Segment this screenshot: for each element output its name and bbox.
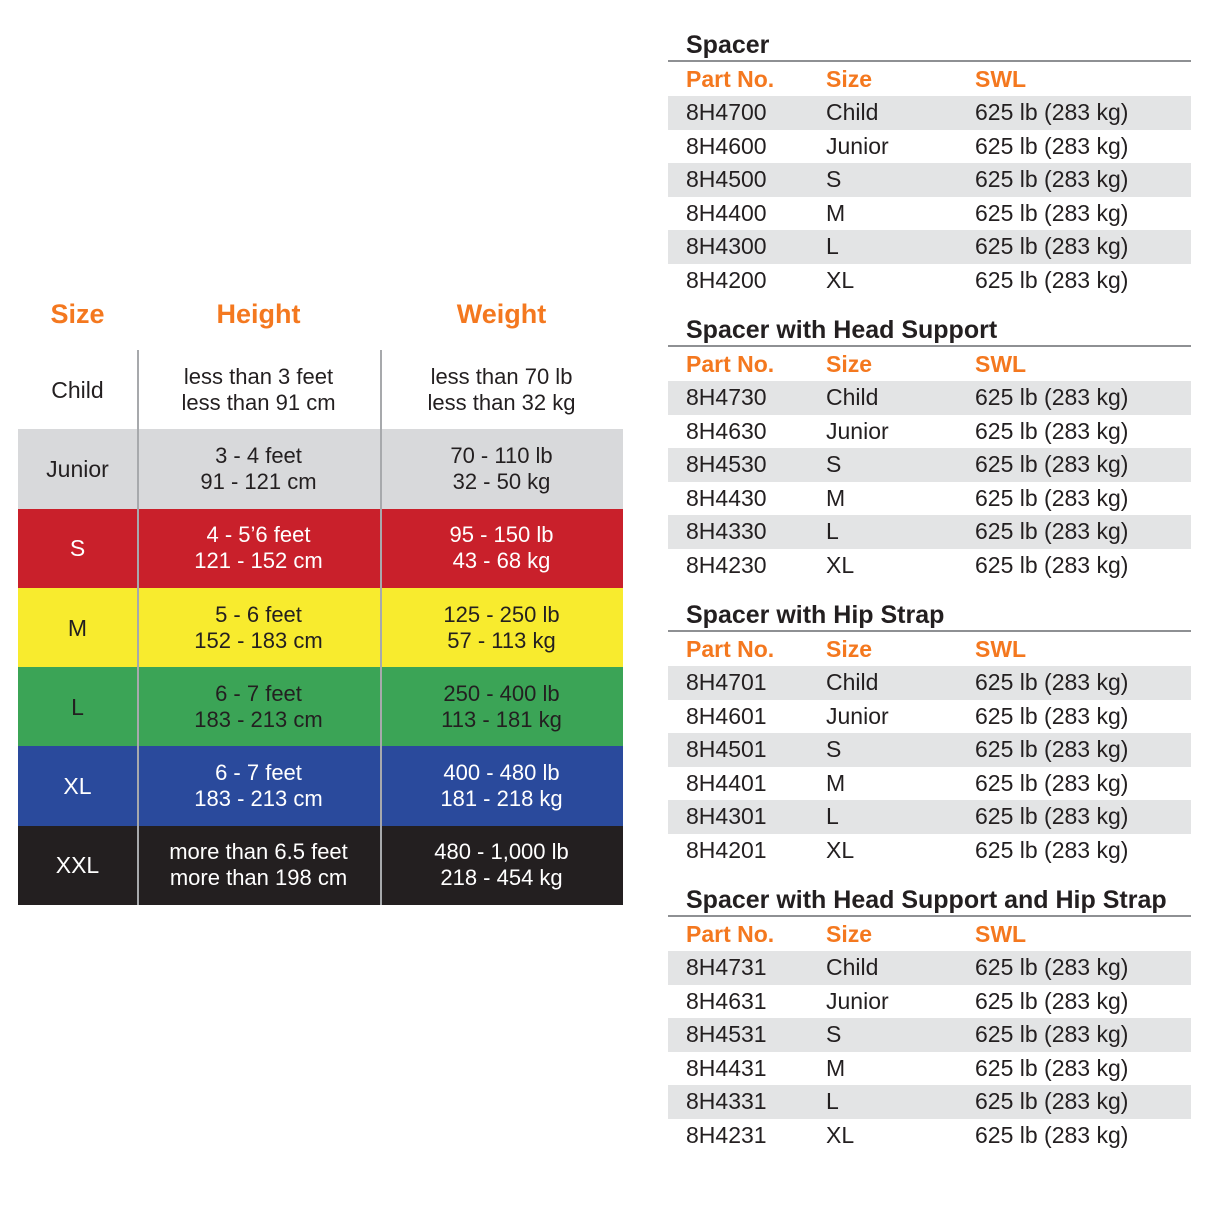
swl-cell: 625 lb (283 kg) [975,769,1129,796]
part-no-cell: 8H4300 [686,233,767,260]
part-table-row [668,666,1191,700]
swl-cell: 625 lb (283 kg) [975,1121,1129,1148]
part-no-cell: 8H4701 [686,669,767,696]
weight-line: 70 - 110 lb [450,442,553,468]
size-label: L [71,693,84,720]
weight-line: 113 - 181 kg [441,706,562,732]
weight-line: 32 - 50 kg [452,468,551,494]
weight-line: 218 - 454 kg [440,865,563,891]
height-line: 152 - 183 cm [194,627,323,653]
size-cell: S [826,1021,842,1048]
size-label: M [67,614,88,641]
swl-cell: 625 lb (283 kg) [975,1088,1129,1115]
height-line: 91 - 121 cm [200,468,317,494]
part-table-row [668,96,1191,130]
size-chart-row-l [18,667,623,746]
height-line: more than 6.5 feet [169,839,348,865]
swl-cell: 625 lb (283 kg) [975,384,1129,411]
size-label: S [69,535,86,562]
part-table-row [668,834,1191,868]
part-no-cell: 8H4630 [686,417,767,444]
size-label: Child [51,376,104,403]
part-table-title: Spacer [668,30,1191,62]
part-no-cell: 8H4200 [686,266,767,293]
size-cell: L [826,518,839,545]
height-line: less than 91 cm [181,389,336,415]
weight-line: 43 - 68 kg [452,548,551,574]
swl-cell: 625 lb (283 kg) [975,266,1129,293]
size-cell: M [826,484,846,511]
part-table-title: Spacer with Hip Strap [668,600,1191,632]
part-no-cell: 8H4400 [686,199,767,226]
swl-cell: 625 lb (283 kg) [975,702,1129,729]
weight-cell [380,839,623,891]
size-label: Junior [46,455,109,482]
size-chart-header-weight: Weight [456,299,547,329]
swl-cell: 625 lb (283 kg) [975,99,1129,126]
size-label: XXL [55,852,100,879]
weight-line: less than 32 kg [427,389,576,415]
part-no-cell: 8H4730 [686,384,767,411]
part-no-cell: 8H4430 [686,484,767,511]
part-table-row [668,1085,1191,1119]
height-line: less than 3 feet [183,363,334,389]
part-table-row [668,130,1191,164]
part-table-row [668,1052,1191,1086]
part-table-row [668,800,1191,834]
part-table-row [668,733,1191,767]
part-table-row [668,1119,1191,1153]
size-cell: S [826,736,842,763]
size-chart-header-height: Height [216,299,301,329]
part-table-row [668,197,1191,231]
part-table-header-size: Size [826,920,873,947]
size-cell: Junior [826,417,889,444]
height-cell [137,602,380,654]
size-chart-row-child [18,350,623,429]
swl-cell: 625 lb (283 kg) [975,836,1129,863]
part-no-cell: 8H4331 [686,1088,767,1115]
swl-cell: 625 lb (283 kg) [975,199,1129,226]
part-table-row [668,381,1191,415]
height-cell [137,760,380,812]
part-no-cell: 8H4330 [686,518,767,545]
part-no-cell: 8H4631 [686,987,767,1014]
weight-line: 250 - 400 lb [443,680,560,706]
swl-cell: 625 lb (283 kg) [975,803,1129,830]
height-line: 3 - 4 feet [215,442,302,468]
column-divider [137,350,139,905]
height-cell [137,839,380,891]
part-table-header [668,917,1191,951]
size-cell: XL [826,266,855,293]
height-line: more than 198 cm [169,865,348,891]
swl-cell: 625 lb (283 kg) [975,233,1129,260]
part-table-header [668,347,1191,381]
part-table-row [668,482,1191,516]
size-cell: M [826,1054,846,1081]
part-table-row [668,448,1191,482]
weight-line: 57 - 113 kg [447,627,556,653]
part-no-cell: 8H4731 [686,954,767,981]
swl-cell: 625 lb (283 kg) [975,551,1129,578]
size-chart-row-junior [18,429,623,508]
weight-line: 125 - 250 lb [443,601,560,627]
swl-cell: 625 lb (283 kg) [975,1054,1129,1081]
size-chart-row-s [18,509,623,588]
part-table-2 [668,315,1191,582]
part-table-header [668,62,1191,96]
size-cell: XL [826,836,855,863]
part-table-row [668,163,1191,197]
weight-line: 181 - 218 kg [440,786,563,812]
part-table-row [668,767,1191,801]
size-cell: Child [826,384,879,411]
size-chart-row-m [18,588,623,667]
part-table-header-part-no: Part No. [686,635,775,662]
size-chart-rows [18,350,623,905]
part-table-header-part-no: Part No. [686,920,775,947]
part-table-3 [668,600,1191,867]
part-table-header-size: Size [826,65,873,92]
height-line: 5 - 6 feet [215,601,302,627]
swl-cell: 625 lb (283 kg) [975,451,1129,478]
part-table-header-part-no: Part No. [686,350,775,377]
weight-line: 480 - 1,000 lb [434,839,569,865]
size-cell: Junior [826,987,889,1014]
swl-cell: 625 lb (283 kg) [975,417,1129,444]
part-table-row [668,1018,1191,1052]
size-cell: L [826,1088,839,1115]
swl-cell: 625 lb (283 kg) [975,1021,1129,1048]
part-no-cell: 8H4531 [686,1021,767,1048]
part-table-header [668,632,1191,666]
part-table-4 [668,885,1191,1152]
height-line: 6 - 7 feet [215,760,302,786]
part-table-row [668,549,1191,583]
swl-cell: 625 lb (283 kg) [975,736,1129,763]
height-line: 121 - 152 cm [194,548,323,574]
weight-line: 400 - 480 lb [443,760,560,786]
size-cell: Child [826,669,879,696]
part-no-cell: 8H4201 [686,836,767,863]
height-line: 6 - 7 feet [215,680,302,706]
swl-cell: 625 lb (283 kg) [975,132,1129,159]
size-cell: XL [826,1121,855,1148]
part-table-title: Spacer with Head Support and Hip Strap [668,885,1191,917]
height-cell [137,681,380,733]
part-table-row [668,985,1191,1019]
part-table-header-size: Size [826,635,873,662]
part-table-row [668,700,1191,734]
height-line: 183 - 213 cm [194,706,323,732]
part-table-header-swl: SWL [975,920,1027,947]
size-chart-row-xl [18,746,623,825]
swl-cell: 625 lb (283 kg) [975,669,1129,696]
swl-cell: 625 lb (283 kg) [975,484,1129,511]
size-cell: S [826,166,842,193]
part-no-cell: 8H4500 [686,166,767,193]
size-cell: M [826,199,846,226]
part-no-cell: 8H4501 [686,736,767,763]
size-cell: L [826,233,839,260]
weight-cell [380,681,623,733]
swl-cell: 625 lb (283 kg) [975,954,1129,981]
part-table-1 [668,30,1191,297]
height-cell [137,522,380,574]
size-cell: L [826,803,839,830]
part-table-header-swl: SWL [975,350,1027,377]
swl-cell: 625 lb (283 kg) [975,518,1129,545]
part-table-row [668,951,1191,985]
part-no-cell: 8H4431 [686,1054,767,1081]
size-cell: Child [826,99,879,126]
weight-line: 95 - 150 lb [449,522,554,548]
part-no-cell: 8H4301 [686,803,767,830]
size-label: XL [63,773,92,800]
part-table-title: Spacer with Head Support [668,315,1191,347]
size-chart [18,298,623,905]
column-divider [380,350,382,905]
size-cell: XL [826,551,855,578]
swl-cell: 625 lb (283 kg) [975,166,1129,193]
part-table-row [668,515,1191,549]
part-table-row [668,415,1191,449]
weight-cell [380,602,623,654]
height-line: 183 - 213 cm [194,786,323,812]
weight-line: less than 70 lb [430,363,573,389]
weight-cell [380,443,623,495]
part-table-row [668,230,1191,264]
height-cell [137,443,380,495]
part-table-header-size: Size [826,350,873,377]
part-table-row [668,264,1191,298]
part-table-header-part-no: Part No. [686,65,775,92]
part-no-cell: 8H4530 [686,451,767,478]
size-cell: Child [826,954,879,981]
size-cell: Junior [826,132,889,159]
part-no-cell: 8H4230 [686,551,767,578]
swl-cell: 625 lb (283 kg) [975,987,1129,1014]
weight-cell [380,522,623,574]
height-line: 4 - 5’6 feet [206,522,311,548]
part-table-header-swl: SWL [975,65,1027,92]
weight-cell [380,760,623,812]
weight-cell [380,364,623,416]
size-chart-row-xxl [18,826,623,905]
part-no-cell: 8H4231 [686,1121,767,1148]
part-no-cell: 8H4600 [686,132,767,159]
part-no-cell: 8H4700 [686,99,767,126]
height-cell [137,364,380,416]
size-cell: M [826,769,846,796]
size-chart-header-size: Size [50,299,105,329]
part-no-cell: 8H4401 [686,769,767,796]
part-no-cell: 8H4601 [686,702,767,729]
size-chart-header [18,298,623,332]
part-table-header-swl: SWL [975,635,1027,662]
size-cell: S [826,451,842,478]
size-cell: Junior [826,702,889,729]
